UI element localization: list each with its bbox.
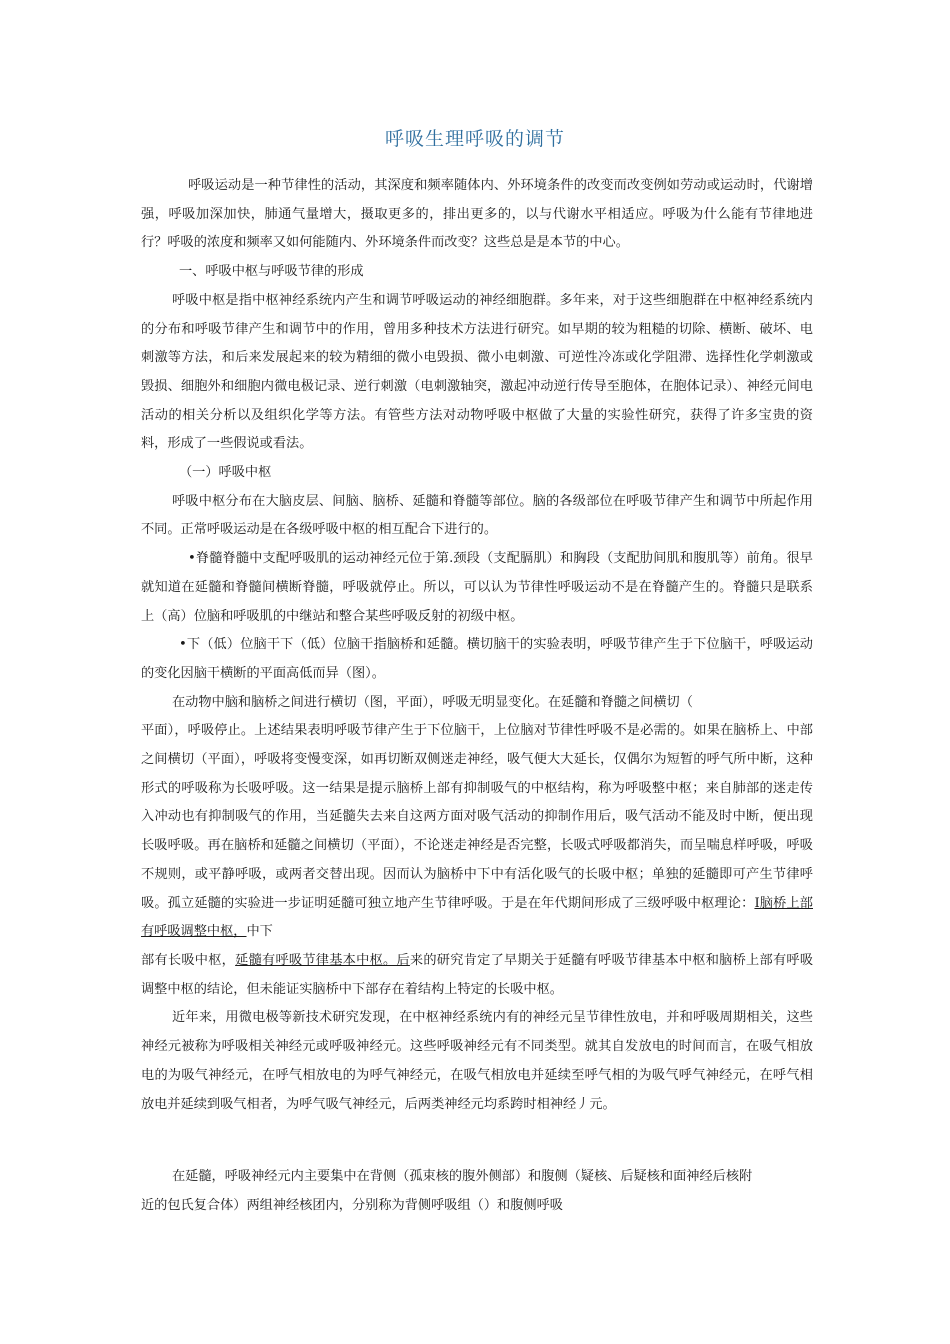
subsection-heading: （一）呼吸中枢 xyxy=(179,465,272,481)
bullet-paragraph-spinal-cord: •脊髓脊髓中支配呼吸肌的运动神经元位于第.颈段（支配膈肌）和胸段（支配肋间肌和腹肌等）前角。很早就知道在延髓和脊髓间横断脊髓，呼吸就停止。所以，可以认为节律性呼吸运动不是在脊髓产生的。脊髓只是联系上（高）位脑和呼吸肌的中继站和整合某些呼吸反射的初级中枢。 xyxy=(141,551,813,624)
document-body xyxy=(141,172,813,1221)
medulla-paragraph-line2: 近的包氏复合体）两组神经核团内，分别称为背侧呼吸组（）和腹侧呼吸 xyxy=(141,1197,563,1213)
bullet-paragraph-lower-brainstem: •下（低）位脑干下（低）位脑干指脑桥和延髓。横切脑干的实验表明，呼吸节律产生于下位脑干，呼吸运动的变化因脑干横断的平面高低而异（图）。 xyxy=(141,637,813,681)
medulla-paragraph-line1: 在延髓，呼吸神经元内主要集中在背侧（孤束核的腹外侧部）和腹侧（疑核、后疑核和面神经后核附 xyxy=(172,1169,753,1185)
transection-paragraph xyxy=(141,717,813,947)
underlined-theory-1: I脑桥上部有呼吸调整中枢， xyxy=(141,895,813,940)
intro-paragraph: 呼吸运动是一种节律性的活动，其深度和频率随体内、外环境条件的改变而改变例如劳动或运动时，代谢增强，呼吸加深加快，肺通气量增大，摄取更多的，排出更多的，以与代谢水平相适应。呼吸为什么能有节律地进行？呼吸的浓度和频率又如何能随内、外环境条件而改变？这些总是是本节的中心。 xyxy=(141,178,813,251)
transection-paragraph-first-line: 在动物中脑和脑桥之间进行横切（图，平面），呼吸无明显变化。在延髓和脊髓之间横切（ xyxy=(172,694,693,710)
spacer xyxy=(141,1119,813,1163)
page-title: 呼吸生理呼吸的调节 xyxy=(384,128,565,150)
theory-line-end: 来的研究肯定了早期关于延髓有呼吸节律基本中枢和脑桥上部有呼吸调整中枢的结论，但未能证实脑桥中下部存在着结构上特定的长吸中枢。 xyxy=(141,952,814,997)
recent-research-paragraph: 近年来，用微电极等新技术研究发现，在中枢神经系统内有的神经元呈节律性放电，并和呼吸周期相关，这些神经元被称为呼吸相关神经元或呼吸神经元。这些呼吸神经元有不同类型。就其自发放电的时间而言，在吸气相放电的为吸气神经元，在呼气相放电的为呼气神经元，在吸气相放电并延续至呼气相的为吸气呼气神经元，在呼气相放电并延续到吸气相者，为呼气吸气神经元，后两类神经元均系跨时相神经丿元。 xyxy=(141,1010,813,1112)
theory-paragraph xyxy=(141,947,813,1004)
theory-continuation: 中下 xyxy=(246,924,273,940)
theory-line-start: 部有长吸中枢， xyxy=(141,952,236,968)
subsection-paragraph: 呼吸中枢分布在大脑皮层、间脑、脑桥、延髓和脊髓等部位。脑的各级部位在呼吸节律产生和调节中所起作用不同。正常呼吸运动是在各级呼吸中枢的相互配合下进行的。 xyxy=(141,493,813,538)
underlined-theory-2: 延髓有呼吸节律基本中枢。后 xyxy=(235,952,410,968)
transection-paragraph-text: 平面），呼吸停止。上述结果表明呼吸节律产生于下位脑干，上位脑对节律性呼吸不是必需的。如果在脑桥上、中部之间横切（平面），呼吸将变慢变深，如再切断双侧迷走神经，吸气便大大延长，仅偶尔为短暂的呼气所中断，这种形式的呼吸称为长吸呼吸。这一结果是提示脑桥上部有抑制吸气的中枢结构，称为呼吸整中枢；来自肺部的迷走传入冲动也有抑制吸气的作用，当延髓失去来自这两方面对吸气活动的抑制作用后，吸气活动不能及时中断，便出现长吸呼吸。再在脑桥和延髓之间横切（平面），不论迷走神经是否完整，长吸式呼吸都消失，而呈喘息样呼吸，呼吸不规则，或平静呼吸，或两者交替出现。因而认为脑桥中下中有活化吸气的长吸中枢；单独的延髓即可产生节律呼吸。孤立延髓的实验进一步证明延髓可独立地产生节律呼吸。于是在年代期间形成了三级呼吸中枢理论： xyxy=(141,723,813,911)
section-paragraph: 呼吸中枢是指中枢神经系统内产生和调节呼吸运动的神经细胞群。多年来，对于这些细胞群在中枢神经系统内的分布和呼吸节律产生和调节中的作用，曾用多种技术方法进行研究。如早期的较为粗糙的切除、横断、破坏、电刺激等方法，和后来发展起来的较为精细的微小电毁损、微小电刺激、可逆性冷冻或化学阻滞、选择性化学刺激或毁损、细胞外和细胞内微电极记录、逆行刺激（电刺激轴突，激起冲动逆行传导至胞体，在胞体记录）、神经元间电活动的相关分析以及组织化学等方法。有管些方法对动物呼吸中枢做了大量的实验性研究，获得了许多宝贵的资料，形成了一些假说或看法。 xyxy=(141,292,813,452)
section-heading: 一、呼吸中枢与呼吸节律的形成 xyxy=(179,264,364,280)
